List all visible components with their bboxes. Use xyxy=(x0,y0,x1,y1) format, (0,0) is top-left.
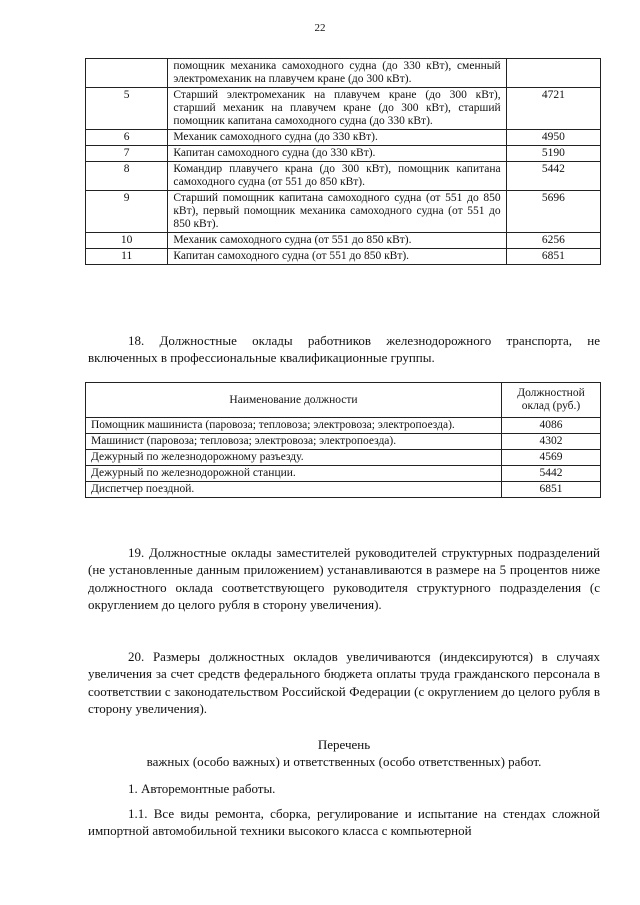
salary-cell: 4950 xyxy=(506,130,600,146)
table-row xyxy=(86,466,601,482)
row-number-cell: 10 xyxy=(86,233,168,249)
table-row xyxy=(86,88,601,130)
table-row xyxy=(86,450,601,466)
table-row xyxy=(86,434,601,450)
salary-cell: 5442 xyxy=(502,466,601,482)
table-row xyxy=(86,249,601,265)
salary-cell: 4721 xyxy=(506,88,600,130)
row-number-cell: 7 xyxy=(86,146,168,162)
page-number: 22 xyxy=(314,22,326,34)
salary-cell: 4302 xyxy=(502,434,601,450)
header-position-name: Наименование должности xyxy=(86,383,502,418)
table-row xyxy=(86,59,601,88)
salary-cell: 4569 xyxy=(502,450,601,466)
salary-cell xyxy=(506,59,600,88)
section-20-paragraph xyxy=(88,648,600,718)
section-19-paragraph xyxy=(88,544,600,614)
section-18-paragraph xyxy=(88,332,600,367)
item-1-1-paragraph xyxy=(88,805,600,840)
position-cell: Командир плавучего крана (до 300 кВт), помощник капитана самоходного судна (от 551 до 850 кВт). xyxy=(168,162,506,191)
position-cell: Старший помощник капитана самоходного судна (от 551 до 850 кВт), первый помощник механика самоходного судна (от 551 до 850 кВт). xyxy=(168,191,506,233)
position-cell: Машинист (паровоза; тепловоза; электровоза; электропоезда). xyxy=(86,434,502,450)
salary-cell: 4086 xyxy=(502,418,601,434)
position-cell: Старший электромеханик на плавучем кране (до 300 кВт), старший механик на плавучем кране (до 300 кВт), старший помощник капитана самоходного судна (до 330 кВт). xyxy=(168,88,506,130)
table-row xyxy=(86,130,601,146)
position-cell: Капитан самоходного судна (от 551 до 850 кВт). xyxy=(168,249,506,265)
position-cell: Капитан самоходного судна (до 330 кВт). xyxy=(168,146,506,162)
list-title-line1: Перечень xyxy=(317,737,371,752)
position-cell: помощник механика самоходного судна (до 330 кВт), сменный электромеханик на плавучем кране (до 300 кВт). xyxy=(168,59,506,88)
section-18-text: 18. Должностные оклады работников железнодорожного транспорта, не включенных в профессиональные квалификационные группы. xyxy=(88,333,600,366)
railway-salary-table xyxy=(85,382,601,498)
list-title xyxy=(88,736,600,771)
position-cell: Механик самоходного судна (до 330 кВт). xyxy=(168,130,506,146)
row-number-cell xyxy=(86,59,168,88)
salary-cell: 5190 xyxy=(506,146,600,162)
salary-cell: 6851 xyxy=(506,249,600,265)
list-title-line2: важных (особо важных) и ответственных (особо ответственных) работ. xyxy=(146,754,542,770)
table-row xyxy=(86,191,601,233)
table-row xyxy=(86,482,601,498)
position-cell: Механик самоходного судна (от 551 до 850 кВт). xyxy=(168,233,506,249)
item-1-1-text: 1.1. Все виды ремонта, сборка, регулирование и испытание на стендах сложной импортной автомобильной техники высокого класса с компьютерной xyxy=(88,806,600,839)
position-cell: Помощник машиниста (паровоза; тепловоза; электровоза; электропоезда). xyxy=(86,418,502,434)
salary-cell: 5442 xyxy=(506,162,600,191)
ship-salary-table xyxy=(85,58,601,265)
row-number-cell: 9 xyxy=(86,191,168,233)
table-header-row xyxy=(86,383,601,418)
item-1-text: 1. Авторемонтные работы. xyxy=(128,781,276,796)
row-number-cell: 8 xyxy=(86,162,168,191)
position-cell: Диспетчер поездной. xyxy=(86,482,502,498)
header-salary: Должностной оклад (руб.) xyxy=(502,383,601,418)
row-number-cell: 6 xyxy=(86,130,168,146)
table-row xyxy=(86,162,601,191)
position-cell: Дежурный по железнодорожной станции. xyxy=(86,466,502,482)
salary-cell: 6256 xyxy=(506,233,600,249)
section-20-text: 20. Размеры должностных окладов увеличиваются (индексируются) в случаях увеличения за счет средств федерального бюджета оплаты труда гражданского персонала в соответствии с законодательством Российской Федерации (с округлением до целого рубля в сторону увеличения). xyxy=(88,649,600,717)
salary-cell: 6851 xyxy=(502,482,601,498)
table-row xyxy=(86,233,601,249)
salary-cell: 5696 xyxy=(506,191,600,233)
table-row xyxy=(86,418,601,434)
position-cell: Дежурный по железнодорожному разъезду. xyxy=(86,450,502,466)
table-row xyxy=(86,146,601,162)
section-19-text: 19. Должностные оклады заместителей руководителей структурных подразделений (не установленные данным приложением) устанавливаются в размере на 5 процентов ниже должностного оклада соответствующего руководителя структурного подразделения (с округлением до целого рубля в сторону увеличения). xyxy=(88,545,600,613)
row-number-cell: 11 xyxy=(86,249,168,265)
item-1-paragraph xyxy=(88,780,600,797)
row-number-cell: 5 xyxy=(86,88,168,130)
